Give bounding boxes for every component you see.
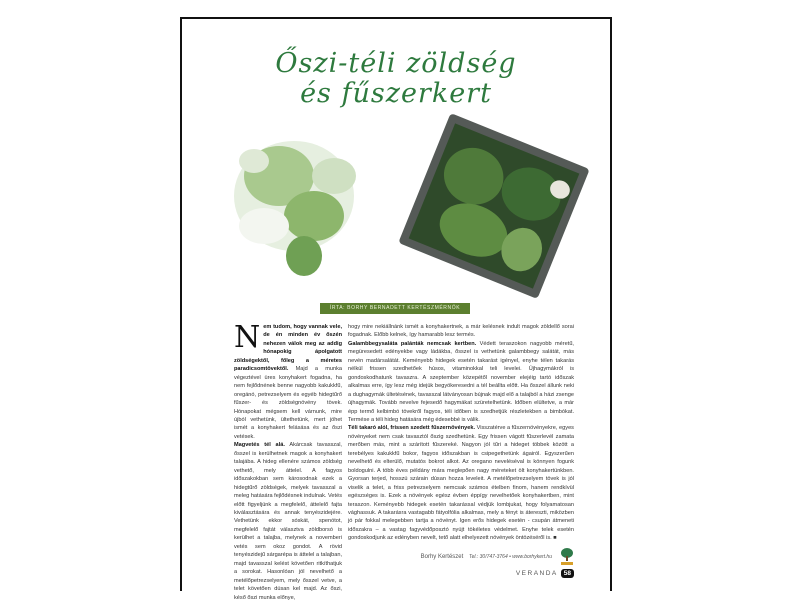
section-paragraph [348,424,574,542]
section-paragraph [348,340,574,425]
footer-credit [348,547,574,567]
section-paragraph [234,441,342,602]
article-title-line-1: Őszi-téli zöldség [275,48,517,79]
intro-paragraph [234,320,342,441]
text-column-2 [348,323,574,578]
section-heading: Magvetés tél alá. [234,442,285,449]
section-heading: Galambbegysaláta palánták nemcsak kertben. [348,340,477,347]
author-caption: ÍRTA: BORHY BERNADETT KERTÉSZMÉRNÖK [320,303,470,314]
company-name: Borhy Kertészet [420,553,464,560]
magazine-page [180,17,612,601]
intro-lead: em tudom, hogy vannak vele, de én minden év őszén nehezen válok meg az addig hónapokig ápolgatott zöldségektől, főleg a méretes paradicsomtövektől. [234,324,342,373]
tree-logo-icon [560,547,574,567]
herbs-photo [224,111,596,301]
section-text: Akárcsak tavasszal, ősszel is kerülhetnek magok a konyhakert talajába. A hideg ellenére számos zöldség vethető, mely áttelel. A fagyos időszakokban sem károsodnak ezek a hidegtűrő zöldségek, melyek tavasszal a meleg hatására fejlődésnek indulnak. Vetés előtt figyeljünk a megfelelő, áttelelő fajta kiválasztására és annak tenyészidejére. Vethetünk ekkor sóskát, spenótot, megfelelő fajtát választva zöldborsó is kerülhet a talajba, melynek a novemberi vetés sem okoz gondot. A rövid tenyészidejű sárgarépa is áttelel a talajban, majd tavasszal kelést követően ritkíthatjuk a sorokat. Hasonlóan jól nevelhető a metélőpetrezselyem, mely ősszel vetve, a telet követően dúsan kel majd. Az őszi, késő őszi munka előnye, [234,442,342,601]
herb-tray-image [398,113,590,299]
drop-cap: N [234,320,261,355]
intro-text: Majd a munka végeztével üres konyhakert fogadna, ha nem fejlődnének benne nagyobb kakukkfű, oregánó, petrezselyem és egyéb hidegtűrő fűszer- és zöldségnövény tövek. Hónapokat mégsem kell várnunk, mire újból vethetünk, ültethetünk, mert jöhet ismét a konyhakert felásása és az őszi vetések. [234,366,342,440]
section-text: Védett teraszokon nagyobb méretű, megüresedett edényekbe vagy ládákba, ősszel is vethetünk galambbegy salátát, más nevén madársalátát. Keményebb hidegek esetén takarást igényel, enyhe télen takarás nélkül frissen szedhetőek húsos, vitaminokkal teli levelei. Újhagymákról is gondoskodhatunk tavaszra. A szeptember közepétől november elejéig tartó időszak alkalmas erre, így lesz még idejük begyökeresedni a tél beállta előtt. Ha ősszel állunk neki a dughagymák ültetésének, tavasszal látványosan bújnak majd elő a talajból a házi zsenge újhagymák. Tovább nevelve fejesedő hagymákat szüretelhetünk. Időben elültetve, a már épp termő kelbimbó tövekről fagyos, téli időben is szedhetjük részletekben a bimbókat. Termése a téli hideg hatására még édesebbé is válik. [348,340,574,423]
section-text: hogy mire nekiállnánk ismét a konyhakertnek, a már kelésnek indult magok zöldellő sorai fogadnak. Előbb kelnek, így hamarabb lesz termés. [348,324,574,339]
scattered-herbs-image [234,141,356,276]
section-paragraph [348,323,574,340]
company-contact: Tel.: 30/747-3764 • www.borhykert.hu [468,553,552,560]
section-text: Visszatérve a fűszernövényekre, egyes növényeket nem csak tavasztól őszig szedhetünk. Egy frissen vágott fűszerlevél zamata merőben más, mint a szárított fűszereké. Nagyon jól tűri a hideget többek között a terebélyes kakukkfű bokor, fagyos időszakban is csipegethetünk ágairól. Egyszerűen nevelhető és elterülő, mutatós bokrot alkot. Az oregano neveléséval is könnyen fogunk boldogulni. A több éves példány mára meglepően nagy méreteket ölt konyhakertünkben. Gyorsan terjed, hosszú szárain dúsan hozza leveleit. A metélőpetrezselyem tövek is jól viselik a telet, a friss petrezselyem nemcsak számos ételben finom, hanem rendkívül egészséges is. Ezek a növények egész évben éppígy nevelhetőek konyhakertben, mint teraszon. Keményebb hidegek esetén takarással védjük lombjukat, hogy folyamatosan vághassuk. A takarásra vastagabb fátyolfólia alkalmas, mely a fényt is átereszti, miközben jó pár fokkal melegebben tartja a növényt. Igen erős hidegek esetén - csupán átmeneti időszakra – a vastag fagyvédőposztó nyújt tökéletes védelmet. Enyhe telek esetén gondoskodjunk az edényben nevelt, tető alatt elhelyezett növények öntözéséről is. ■ [348,425,574,542]
magazine-footer [348,569,574,578]
article-title-line-2: és fűszerkert [300,78,492,109]
magazine-name: VERANDA [515,569,558,577]
text-column-1 [234,320,342,602]
section-heading: Téli takaró alól, frissen szedett fűszernövények. [348,425,476,432]
page-number: 58 [561,569,574,578]
